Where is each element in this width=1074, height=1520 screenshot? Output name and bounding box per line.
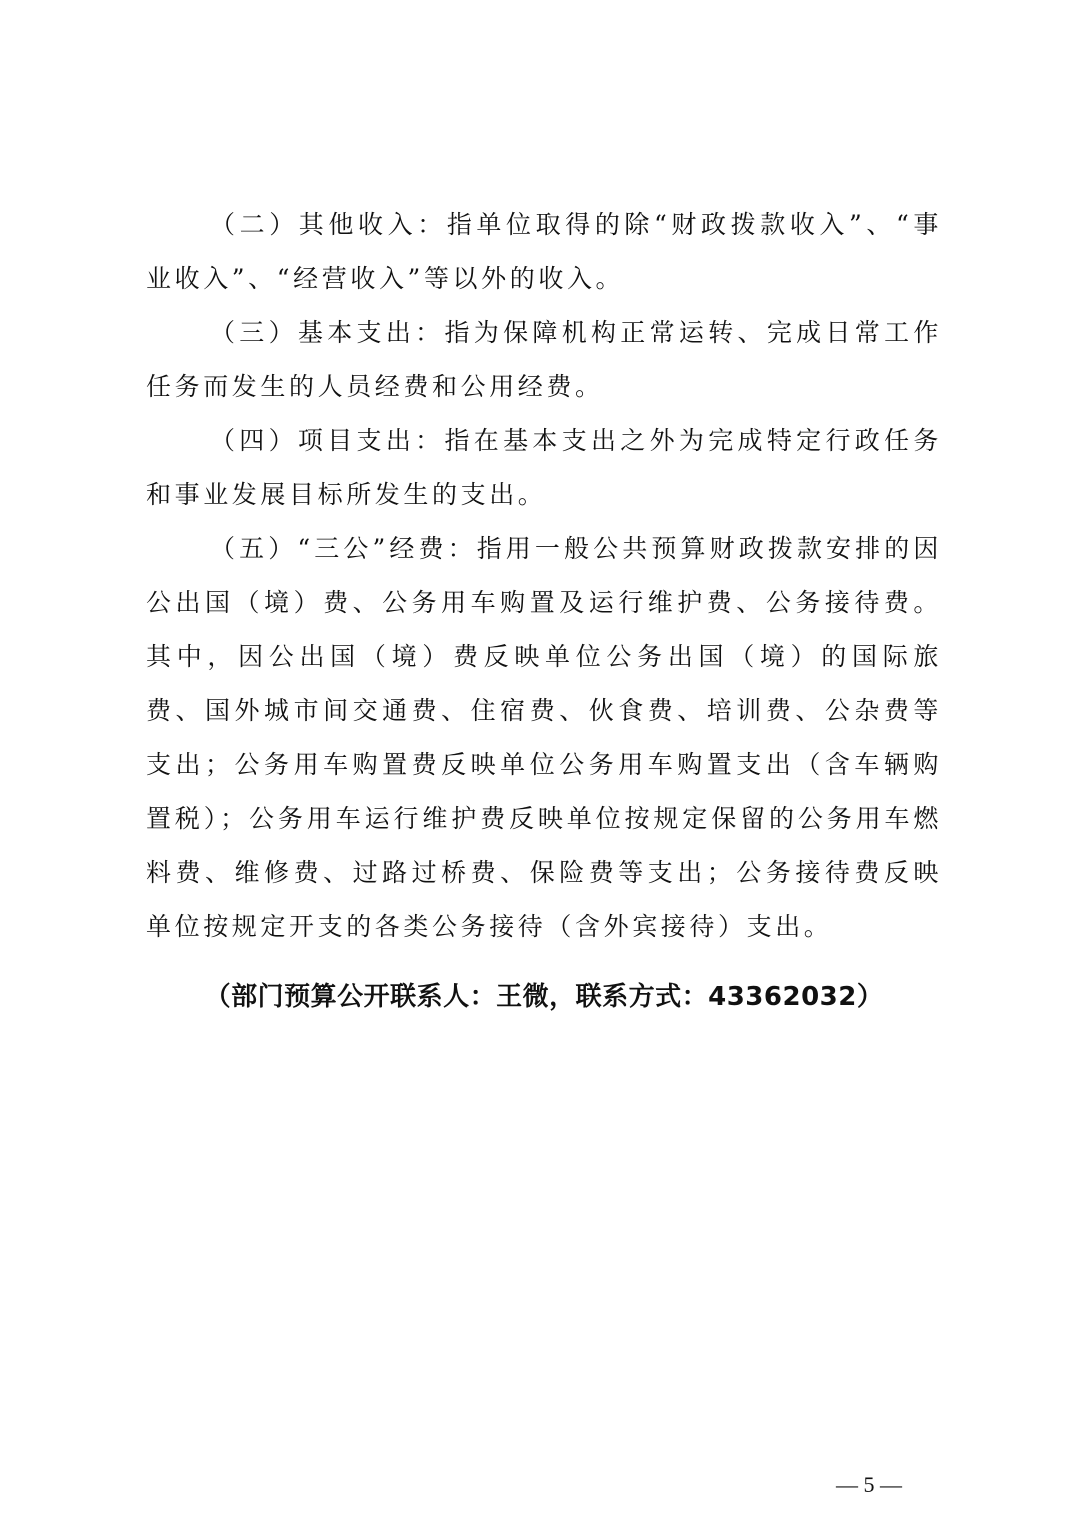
paragraph-other-income: （二）其他收入：指单位取得的除“财政拨款收入”、“事业收入”、“经营收入”等以外的收入。 (146, 210, 942, 293)
document-body (146, 198, 942, 954)
contact-line: （部门预算公开联系人：王微，联系方式：43362032） (204, 982, 884, 1012)
paragraph-basic-expenditure: （三）基本支出：指为保障机构正常运转、完成日常工作任务而发生的人员经费和公用经费。 (146, 318, 942, 401)
page-number: — 5 — (836, 1472, 902, 1497)
paragraph-three-public-expenses: （五）“三公”经费：指用一般公共预算财政拨款安排的因公出国（境）费、公务用车购置及运行维护费、公务接待费。其中，因公出国（境）费反映单位公务出国（境）的国际旅费、国外城市间交通费、住宿费、伙食费、培训费、公杂费等支出；公务用车购置费反映单位公务用车购置支出（含车辆购置税）；公务用车运行维护费反映单位按规定保留的公务用车燃料费、维修费、过路过桥费、保险费等支出；公务接待费反映单位按规定开支的各类公务接待（含外宾接待）支出。 (146, 534, 942, 941)
paragraph-project-expenditure: （四）项目支出：指在基本支出之外为完成特定行政任务和事业发展目标所发生的支出。 (146, 426, 942, 509)
